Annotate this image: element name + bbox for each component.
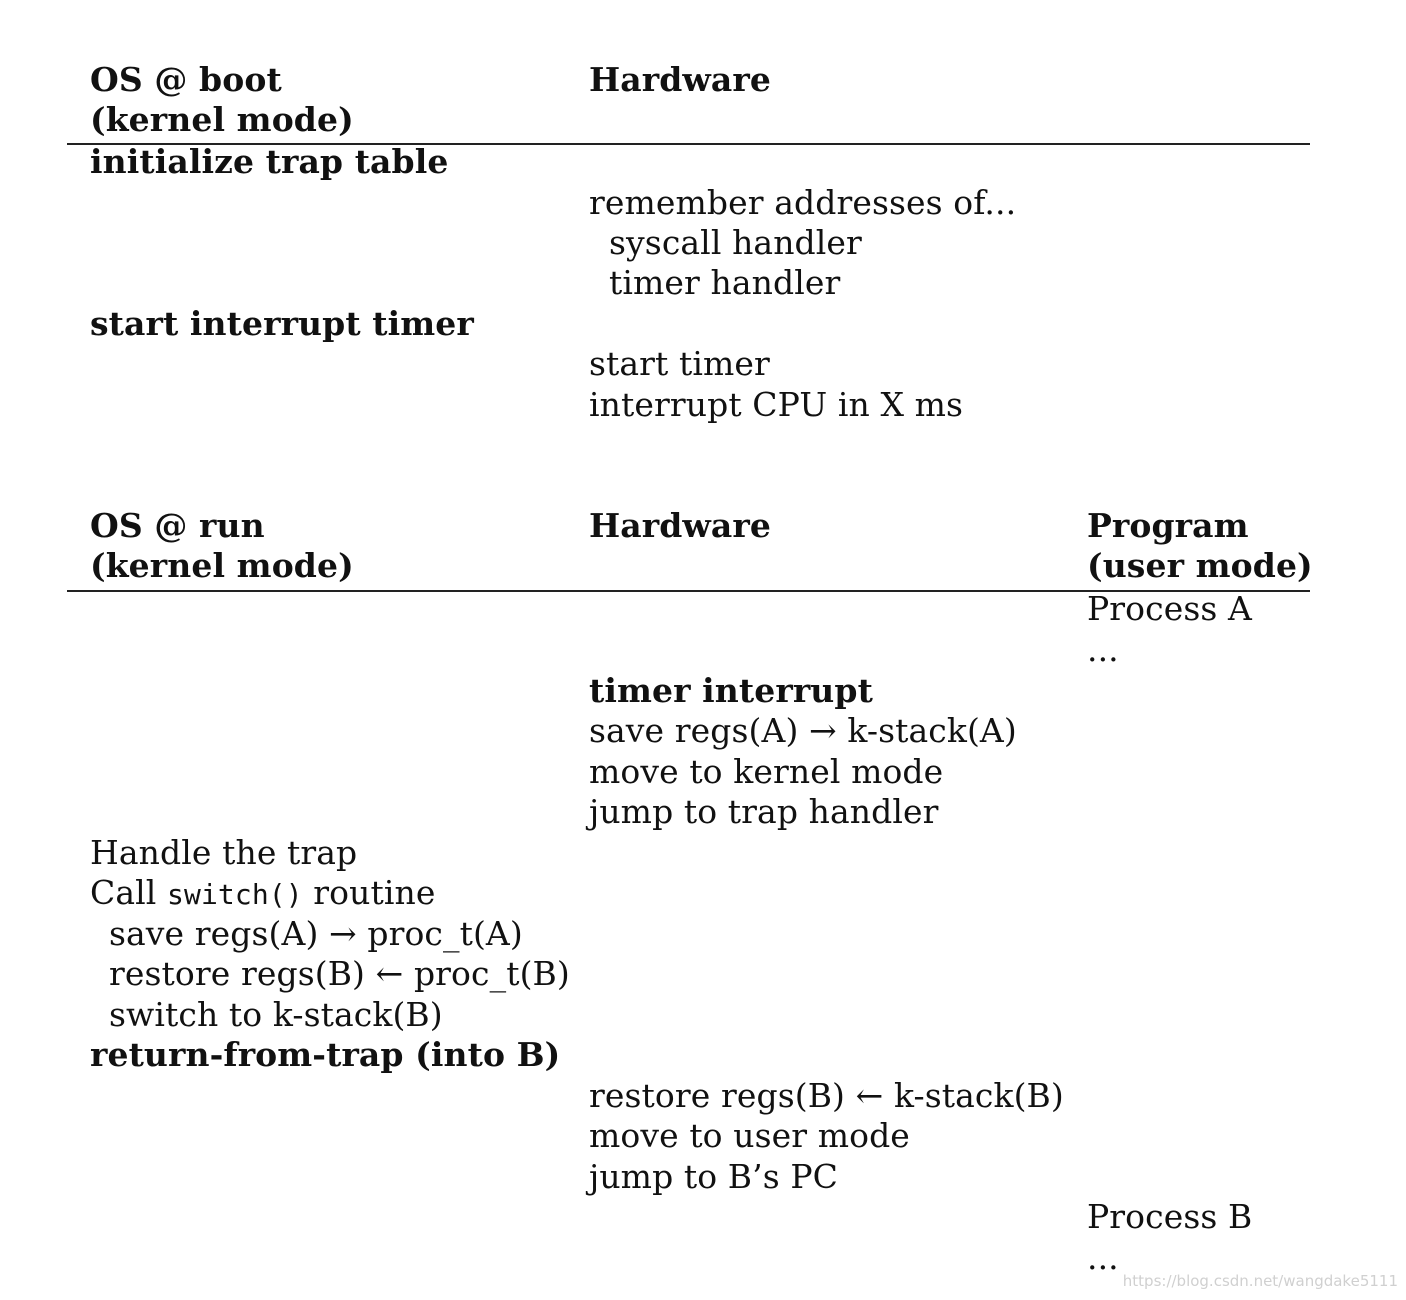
boot-row-timer-handler: timer handler <box>609 263 841 302</box>
call-prefix: Call <box>90 873 168 912</box>
boot-row-start-timer: start timer <box>589 344 770 383</box>
boot-os-header-line1: OS @ boot <box>90 60 282 99</box>
run-row-process-b: Process B <box>1087 1197 1253 1236</box>
switch-routine-code: switch() <box>167 878 303 911</box>
run-row-ellipsis-a: ... <box>1087 630 1119 669</box>
run-row-restore-regs-proc-b: restore regs(B) ← proc_t(B) <box>109 954 570 993</box>
boot-row-init-trap-table: initialize trap table <box>90 142 449 181</box>
run-row-jump-b-pc: jump to B’s PC <box>589 1157 839 1196</box>
run-row-switch-kstack-b: switch to k-stack(B) <box>109 995 443 1034</box>
call-suffix: routine <box>302 873 436 912</box>
run-row-move-user-mode: move to user mode <box>589 1116 910 1155</box>
run-row-save-regs-proc-a: save regs(A) → proc_t(A) <box>109 914 523 953</box>
run-row-handle-trap: Handle the trap <box>90 833 358 872</box>
run-row-return-from-trap: return-from-trap (into B) <box>90 1035 561 1074</box>
run-program-header-line1: Program <box>1087 506 1249 545</box>
run-row-call-switch <box>90 873 436 915</box>
boot-row-interrupt-cpu: interrupt CPU in X ms <box>589 385 964 424</box>
boot-os-header-line2: (kernel mode) <box>90 100 354 139</box>
run-row-ellipsis-b: ... <box>1087 1238 1119 1277</box>
boot-row-syscall-handler: syscall handler <box>609 223 862 262</box>
run-row-jump-trap-handler: jump to trap handler <box>589 792 939 831</box>
run-row-process-a: Process A <box>1087 589 1252 628</box>
boot-row-remember-addresses: remember addresses of... <box>589 183 1017 222</box>
run-row-restore-regs-kstack-b: restore regs(B) ← k-stack(B) <box>589 1076 1064 1115</box>
run-os-header-line2: (kernel mode) <box>90 546 354 585</box>
run-hardware-header: Hardware <box>589 506 771 545</box>
run-row-move-kernel-mode: move to kernel mode <box>589 752 944 791</box>
run-os-header-line1: OS @ run <box>90 506 265 545</box>
run-row-save-regs-kstack-a: save regs(A) → k-stack(A) <box>589 711 1017 750</box>
boot-hardware-header: Hardware <box>589 60 771 99</box>
boot-row-start-interrupt-timer: start interrupt timer <box>90 304 474 343</box>
watermark: https://blog.csdn.net/wangdake5111 <box>1122 1272 1398 1290</box>
run-row-timer-interrupt: timer interrupt <box>589 671 873 710</box>
run-program-header-line2: (user mode) <box>1087 546 1313 585</box>
